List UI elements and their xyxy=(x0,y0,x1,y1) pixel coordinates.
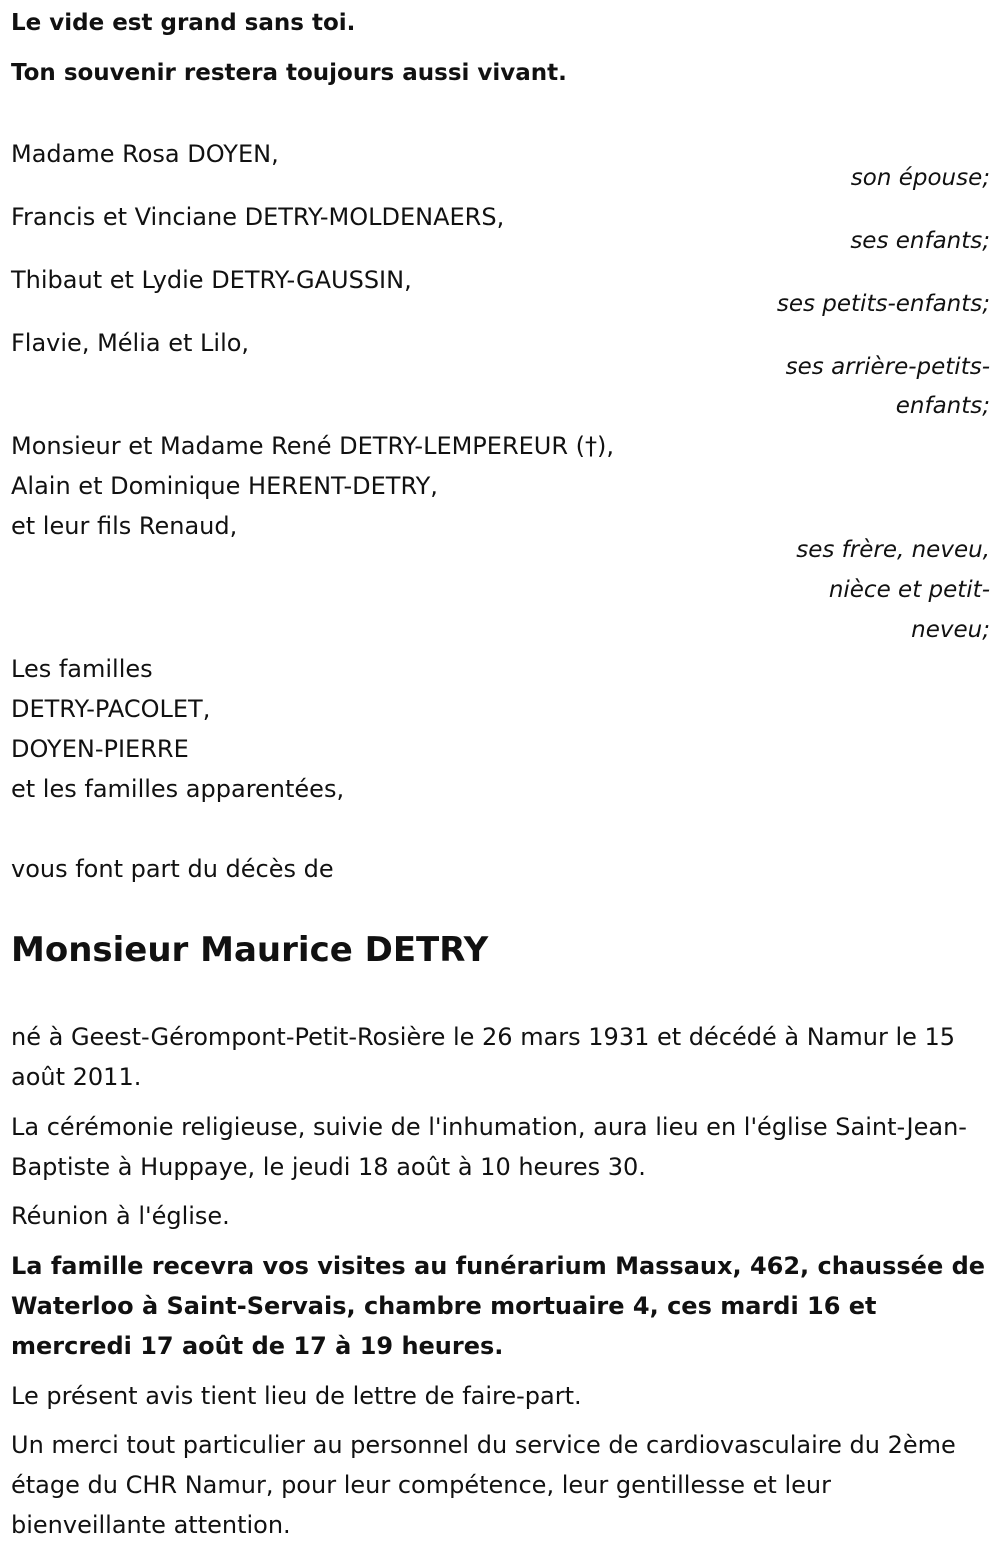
motto-line-1: Le vide est grand sans toi. xyxy=(11,10,356,36)
birth-death-paragraph: né à Geest-Gérompont-Petit-Rosière le 26 mars 1931 et décédé à Namur le 15 août 2011. xyxy=(11,1023,956,1091)
greatgrandchildren-relation-line-1: ses arrière-petits- xyxy=(785,354,990,380)
families-line-2: DETRY-PACOLET, xyxy=(11,695,211,723)
motto-line-2: Ton souvenir restera toujours aussi vivant. xyxy=(11,60,567,86)
families-line-1: Les familles xyxy=(11,655,153,683)
siblings-line-3: et leur fils Renaud, xyxy=(11,512,238,540)
notice-paragraph: Le présent avis tient lieu de lettre de faire-part. xyxy=(11,1382,582,1410)
children-name: Francis et Vinciane DETRY-MOLDENAERS, xyxy=(11,203,505,231)
reunion-paragraph: Réunion à l'église. xyxy=(11,1202,230,1230)
siblings-line-1: Monsieur et Madame René DETRY-LEMPEREUR (†), xyxy=(11,432,615,460)
grandchildren-relation: ses petits-enfants; xyxy=(776,291,990,317)
spouse-name: Madame Rosa DOYEN, xyxy=(11,140,279,168)
grandchildren-name: Thibaut et Lydie DETRY-GAUSSIN, xyxy=(11,266,412,294)
siblings-line-2: Alain et Dominique HERENT-DETRY, xyxy=(11,472,438,500)
families-line-4: et les familles apparentées, xyxy=(11,775,345,803)
spouse-relation: son épouse; xyxy=(850,165,990,191)
siblings-relation-line-2: nièce et petit- xyxy=(828,577,990,603)
siblings-relation-line-1: ses frère, neveu, xyxy=(796,537,990,563)
visits-paragraph: La famille recevra vos visites au funérarium Massaux, 462, chaussée de Waterloo à Saint-Servais, chambre mortuaire 4, ces mardi 16 et mercredi 17 août de 17 à 19 heures. xyxy=(11,1252,986,1360)
greatgrandchildren-name: Flavie, Mélia et Lilo, xyxy=(11,329,250,357)
families-line-3: DOYEN-PIERRE xyxy=(11,735,189,763)
siblings-relation-line-3: neveu; xyxy=(911,617,990,643)
children-relation: ses enfants; xyxy=(850,228,990,254)
greatgrandchildren-relation-line-2: enfants; xyxy=(895,393,990,419)
announcement-text: vous font part du décès de xyxy=(11,855,334,883)
ceremony-paragraph: La cérémonie religieuse, suivie de l'inhumation, aura lieu en l'église Saint-Jean-Baptiste à Huppaye, le jeudi 18 août à 10 heures 30. xyxy=(11,1113,967,1181)
deceased-name: Monsieur Maurice DETRY xyxy=(11,930,489,970)
thanks-paragraph: Un merci tout particulier au personnel du service de cardiovasculaire du 2ème étage du CHR Namur, pour leur compétence, leur gentillesse et leur bienveillante attention. xyxy=(11,1431,956,1539)
